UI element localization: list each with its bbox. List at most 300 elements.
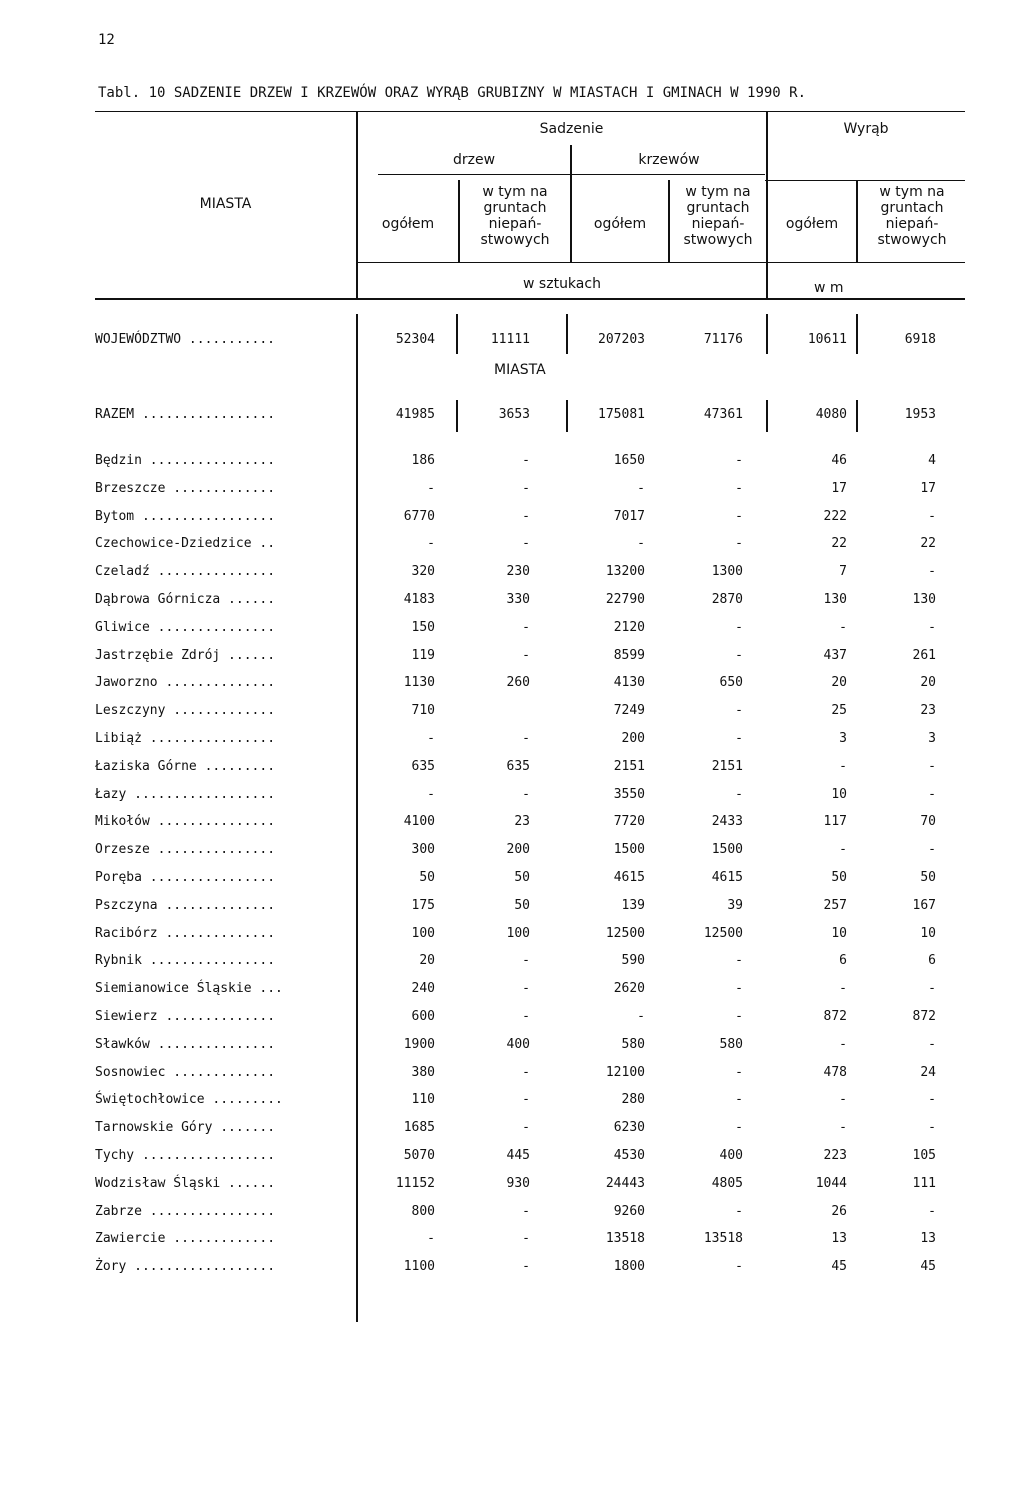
header-top-rule (95, 111, 965, 112)
cell-woj-3: 71176 (703, 332, 743, 347)
table-cell: 8599 (613, 648, 645, 663)
row-label: Dąbrowa Górnicza (95, 592, 221, 607)
table-cell: - (522, 453, 530, 468)
table-cell: 110 (411, 1092, 435, 1107)
row-label: Sosnowiec (95, 1065, 166, 1080)
row-name (95, 981, 283, 997)
table-cell: 1650 (613, 453, 645, 468)
table-cell: 9260 (613, 1204, 645, 1219)
table-cell: 23 (514, 814, 530, 829)
table-cell: 4100 (403, 814, 435, 829)
header-wtym-wyrab: w tym na gruntach niepań- stwowych (877, 184, 947, 248)
row-name (95, 814, 275, 830)
table-cell: - (928, 564, 936, 579)
table-cell: - (735, 981, 743, 996)
table-cell: 100 (506, 926, 530, 941)
table-cell: - (735, 1259, 743, 1274)
table-cell: 261 (912, 648, 936, 663)
row-leader-dots: ......... (196, 759, 276, 774)
table-cell: 50 (514, 898, 530, 913)
table-cell: - (735, 787, 743, 802)
table-cell: 710 (411, 703, 435, 718)
table-cell: 1044 (815, 1176, 847, 1191)
table-cell: 800 (411, 1204, 435, 1219)
table-cell: 4805 (711, 1176, 743, 1191)
row-label: Libiąż (95, 731, 142, 746)
row-name (95, 953, 275, 969)
table-cell: - (928, 620, 936, 635)
row-leader-dots: ...... (220, 1176, 276, 1191)
row-leader-dots: ................ (141, 1204, 276, 1219)
table-cell: 12500 (605, 926, 645, 941)
table-cell: 13200 (605, 564, 645, 579)
cell-razem-4: 4080 (815, 407, 847, 422)
table-cell: 4615 (711, 870, 743, 885)
row-name (95, 1148, 275, 1164)
table-cell: 139 (621, 898, 645, 913)
header-ogolem-wyrab: ogółem (785, 216, 839, 232)
cell-woj-0: 52304 (395, 332, 435, 347)
row-name (95, 675, 275, 691)
table-cell: 437 (823, 648, 847, 663)
table-cell: - (839, 1092, 847, 1107)
table-cell: 445 (506, 1148, 530, 1163)
unit-sztukach: w sztukach (523, 276, 601, 292)
table-cell: 13 (831, 1231, 847, 1246)
table-cell: - (735, 1092, 743, 1107)
column-divider (356, 314, 358, 1322)
table-cell: 590 (621, 953, 645, 968)
table-cell: 167 (912, 898, 936, 913)
row-leader-dots: ...... (220, 648, 276, 663)
table-cell: - (839, 1120, 847, 1135)
table-cell: 2120 (613, 620, 645, 635)
table-cell: 130 (912, 592, 936, 607)
row-leader-dots: ...... (220, 592, 276, 607)
table-cell: 22 (831, 536, 847, 551)
row-label: Leszczyny (95, 703, 166, 718)
table-cell: 13518 (605, 1231, 645, 1246)
table-cell: 222 (823, 509, 847, 524)
row-leader-dots: ............. (165, 1231, 276, 1246)
row-leader-dots: ................. (134, 1148, 276, 1163)
row-label: Łaziska Górne (95, 759, 197, 774)
table-cell: 39 (727, 898, 743, 913)
table-cell: - (522, 1120, 530, 1135)
table-cell: 46 (831, 453, 847, 468)
row-name (95, 1009, 275, 1025)
table-cell: - (427, 731, 435, 746)
row-label: Jaworzno (95, 675, 158, 690)
table-cell: 872 (823, 1009, 847, 1024)
cell-razem-5: 1953 (904, 407, 936, 422)
header-divider (356, 111, 358, 300)
table-cell: - (522, 536, 530, 551)
table-cell: 17 (920, 481, 936, 496)
row-leader-dots: ............... (149, 620, 276, 635)
table-cell: - (522, 1259, 530, 1274)
table-cell: - (427, 787, 435, 802)
cell-razem-0: 41985 (395, 407, 435, 422)
row-leader-dots: ................ (141, 953, 276, 968)
table-cell: 50 (419, 870, 435, 885)
table-cell: 1300 (711, 564, 743, 579)
table-cell: 580 (621, 1037, 645, 1052)
row-leader-dots: .................. (126, 1259, 276, 1274)
table-cell: 580 (719, 1037, 743, 1052)
table-cell: - (735, 536, 743, 551)
row-label: Bytom (95, 509, 135, 524)
row-label: Jastrzębie Zdrój (95, 648, 221, 663)
cell-woj-5: 6918 (904, 332, 936, 347)
row-name (95, 481, 275, 497)
table-cell: - (735, 1120, 743, 1135)
table-cell: - (522, 481, 530, 496)
row-name (95, 926, 275, 942)
cell-woj-4: 10611 (807, 332, 847, 347)
row-label: Racibórz (95, 926, 158, 941)
table-cell: - (522, 981, 530, 996)
table-cell: 260 (506, 675, 530, 690)
table-cell: - (735, 1065, 743, 1080)
table-cell: 13 (920, 1231, 936, 1246)
row-leader-dots: .............. (157, 675, 276, 690)
row-leader-dots: ................. (134, 509, 276, 524)
header-ogolem-krzewow: ogółem (593, 216, 647, 232)
table-cell: - (928, 509, 936, 524)
column-divider (456, 314, 458, 354)
table-cell: 3 (928, 731, 936, 746)
table-cell: 257 (823, 898, 847, 913)
table-cell: 100 (411, 926, 435, 941)
table-cell: - (928, 1092, 936, 1107)
row-name (95, 842, 275, 858)
row-label: Będzin (95, 453, 142, 468)
table-cell: - (522, 509, 530, 524)
header-bottom-rule (95, 298, 965, 300)
table-cell: 223 (823, 1148, 847, 1163)
header-rule-units (357, 262, 965, 263)
row-name (95, 898, 275, 914)
table-cell: - (522, 648, 530, 663)
table-cell: - (522, 1092, 530, 1107)
row-label: Pszczyna (95, 898, 158, 913)
row-name (95, 1259, 275, 1275)
row-name-wojewodztwo: WOJEWÓDZTWO ........... (95, 332, 276, 347)
table-cell: 10 (831, 787, 847, 802)
column-divider (856, 400, 858, 432)
column-divider (856, 314, 858, 354)
header-rule-wyrab (765, 180, 965, 181)
table-cell: 105 (912, 1148, 936, 1163)
table-cell: - (839, 981, 847, 996)
table-cell: 3550 (613, 787, 645, 802)
section-label-miasta: MIASTA (494, 362, 546, 378)
row-name-razem: RAZEM ................. (95, 407, 276, 422)
row-label: Tarnowskie Góry (95, 1120, 213, 1135)
table-cell: - (735, 620, 743, 635)
table-cell: - (839, 759, 847, 774)
row-label: Orzesze (95, 842, 150, 857)
header-divider (766, 111, 768, 300)
row-leader-dots: ............... (149, 1037, 276, 1052)
table-cell: 70 (920, 814, 936, 829)
table-cell: - (427, 536, 435, 551)
table-cell: 380 (411, 1065, 435, 1080)
table-cell: 150 (411, 620, 435, 635)
row-label: Wodzisław Śląski (95, 1176, 221, 1191)
header-wyrab: Wyrąb (843, 121, 889, 137)
table-cell: 635 (411, 759, 435, 774)
table-cell: 20 (920, 675, 936, 690)
table-cell: - (427, 1231, 435, 1246)
table-cell: - (735, 703, 743, 718)
table-cell: - (735, 509, 743, 524)
row-label: Mikołów (95, 814, 150, 829)
table-cell: - (522, 1204, 530, 1219)
table-cell: - (522, 1231, 530, 1246)
table-title: Tabl. 10 SADZENIE DRZEW I KRZEWÓW ORAZ WYRĄB GRUBIZNY W MIASTACH I GMINACH W 1990 R. (98, 85, 807, 101)
table-cell: - (735, 731, 743, 746)
column-divider (566, 400, 568, 432)
table-cell: 930 (506, 1176, 530, 1191)
table-cell: 200 (621, 731, 645, 746)
table-cell: 12100 (605, 1065, 645, 1080)
row-name (95, 703, 275, 719)
table-cell: - (839, 1037, 847, 1052)
row-leader-dots: ................ (141, 731, 276, 746)
row-leader-dots: ....... (212, 1120, 276, 1135)
row-name (95, 620, 275, 636)
table-cell: 330 (506, 592, 530, 607)
table-cell: 12500 (703, 926, 743, 941)
page-number: 12 (98, 32, 115, 48)
table-cell: 400 (719, 1148, 743, 1163)
table-cell: 20 (831, 675, 847, 690)
row-leader-dots: ............. (165, 703, 276, 718)
table-cell: 400 (506, 1037, 530, 1052)
table-cell: 17 (831, 481, 847, 496)
row-leader-dots: ............. (165, 481, 276, 496)
header-sadzenie: Sadzenie (539, 121, 604, 137)
row-name (95, 536, 275, 552)
table-cell: 7017 (613, 509, 645, 524)
table-cell: - (839, 842, 847, 857)
table-cell: 4183 (403, 592, 435, 607)
table-cell: 6230 (613, 1120, 645, 1135)
table-cell: 240 (411, 981, 435, 996)
table-cell: 1900 (403, 1037, 435, 1052)
table-cell: 300 (411, 842, 435, 857)
cell-razem-1: 3653 (498, 407, 530, 422)
column-divider (456, 400, 458, 432)
row-leader-dots: ............... (149, 814, 276, 829)
header-krzewow: krzewów (638, 152, 700, 168)
table-cell: 7 (839, 564, 847, 579)
table-cell: - (637, 1009, 645, 1024)
table-cell: 1685 (403, 1120, 435, 1135)
row-label: Brzeszcze (95, 481, 166, 496)
table-cell: - (928, 1120, 936, 1135)
table-cell: 10 (920, 926, 936, 941)
cell-woj-1: 11111 (490, 332, 530, 347)
header-wtym-drzew: w tym na gruntach niepań- stwowych (480, 184, 550, 248)
table-cell: 1500 (613, 842, 645, 857)
table-cell: 50 (920, 870, 936, 885)
table-cell: - (928, 981, 936, 996)
table-cell: 23 (920, 703, 936, 718)
header-wtym-krzewow: w tym na gruntach niepań- stwowych (683, 184, 753, 248)
table-cell: - (637, 536, 645, 551)
row-label: Czeladź (95, 564, 150, 579)
table-cell: 22790 (605, 592, 645, 607)
table-cell: 6 (839, 953, 847, 968)
row-label: Sławków (95, 1037, 150, 1052)
table-cell: 4615 (613, 870, 645, 885)
row-label: Poręba (95, 870, 142, 885)
table-cell: 2151 (711, 759, 743, 774)
table-cell: - (928, 787, 936, 802)
table-cell: 13518 (703, 1231, 743, 1246)
table-cell: 1500 (711, 842, 743, 857)
table-cell: 6 (928, 953, 936, 968)
table-cell: 2151 (613, 759, 645, 774)
table-cell: 650 (719, 675, 743, 690)
table-cell: - (928, 1204, 936, 1219)
table-cell: 50 (514, 870, 530, 885)
table-cell: - (427, 481, 435, 496)
row-label: Zawiercie (95, 1231, 166, 1246)
column-divider (566, 314, 568, 354)
row-label: Zabrze (95, 1204, 142, 1219)
header-drzew: drzew (452, 152, 496, 168)
table-cell: 4 (928, 453, 936, 468)
row-label: Żory (95, 1259, 127, 1274)
table-cell: 50 (831, 870, 847, 885)
row-leader-dots: ............... (149, 564, 276, 579)
row-leader-dots: ............. (165, 1065, 276, 1080)
table-cell: 119 (411, 648, 435, 663)
table-cell: 117 (823, 814, 847, 829)
table-cell: - (928, 759, 936, 774)
table-cell: 7249 (613, 703, 645, 718)
table-cell: 26 (831, 1204, 847, 1219)
row-name (95, 1065, 275, 1081)
row-name (95, 759, 275, 775)
table-cell: 111 (912, 1176, 936, 1191)
unit-m: w m (814, 280, 844, 296)
table-cell: 45 (831, 1259, 847, 1274)
row-leader-dots: ... (251, 981, 283, 996)
table-cell: - (522, 1065, 530, 1080)
table-cell: 2433 (711, 814, 743, 829)
table-cell: 4530 (613, 1148, 645, 1163)
row-name (95, 564, 275, 580)
table-cell: 872 (912, 1009, 936, 1024)
table-cell: - (637, 481, 645, 496)
table-cell: 635 (506, 759, 530, 774)
table-cell: 24443 (605, 1176, 645, 1191)
row-name (95, 1176, 275, 1192)
table-cell: - (735, 648, 743, 663)
row-leader-dots: .. (251, 536, 276, 551)
table-cell: 175 (411, 898, 435, 913)
table-cell: 2870 (711, 592, 743, 607)
table-cell: - (928, 842, 936, 857)
row-name (95, 453, 275, 469)
table-cell: 3 (839, 731, 847, 746)
table-cell: - (522, 1009, 530, 1024)
table-cell: 22 (920, 536, 936, 551)
column-divider (766, 400, 768, 432)
table-cell: - (522, 787, 530, 802)
row-label: Siemianowice Śląskie (95, 981, 252, 996)
table-cell: 1100 (403, 1259, 435, 1274)
table-cell: - (522, 731, 530, 746)
table-cell: 200 (506, 842, 530, 857)
row-name (95, 731, 275, 747)
row-name (95, 592, 275, 608)
table-cell: 6770 (403, 509, 435, 524)
column-divider (766, 314, 768, 354)
row-name (95, 509, 275, 525)
row-leader-dots: .............. (157, 926, 276, 941)
header-stub: MIASTA (199, 196, 252, 212)
row-name (95, 1037, 275, 1053)
table-cell: - (735, 953, 743, 968)
row-label: Rybnik (95, 953, 142, 968)
table-cell: 320 (411, 564, 435, 579)
cell-razem-3: 47361 (703, 407, 743, 422)
row-label: Siewierz (95, 1009, 158, 1024)
table-cell: - (928, 1037, 936, 1052)
row-name (95, 1092, 283, 1108)
table-cell: 2620 (613, 981, 645, 996)
table-cell: 130 (823, 592, 847, 607)
row-name (95, 1120, 275, 1136)
header-ogolem-drzew: ogółem (381, 216, 435, 232)
table-cell: - (839, 620, 847, 635)
table-cell: 10 (831, 926, 847, 941)
table-cell: 186 (411, 453, 435, 468)
row-label: Łazy (95, 787, 127, 802)
cell-razem-2: 175081 (598, 407, 645, 422)
row-label: Gliwice (95, 620, 150, 635)
table-cell: - (735, 1009, 743, 1024)
table-cell: 20 (419, 953, 435, 968)
table-cell: 25 (831, 703, 847, 718)
table-cell: 478 (823, 1065, 847, 1080)
row-leader-dots: ................ (141, 870, 276, 885)
row-leader-dots: .............. (157, 898, 276, 913)
row-name (95, 870, 275, 886)
table-cell: 1800 (613, 1259, 645, 1274)
table-cell: 280 (621, 1092, 645, 1107)
row-leader-dots: .............. (157, 1009, 276, 1024)
table-cell: 230 (506, 564, 530, 579)
table-cell: - (735, 453, 743, 468)
table-cell: - (522, 953, 530, 968)
row-name (95, 648, 275, 664)
table-cell: 7720 (613, 814, 645, 829)
table-cell: 24 (920, 1065, 936, 1080)
table-cell: 5070 (403, 1148, 435, 1163)
table-cell: 1130 (403, 675, 435, 690)
row-name (95, 787, 275, 803)
row-leader-dots: ................ (141, 453, 276, 468)
table-cell: 4130 (613, 675, 645, 690)
table-cell: 45 (920, 1259, 936, 1274)
